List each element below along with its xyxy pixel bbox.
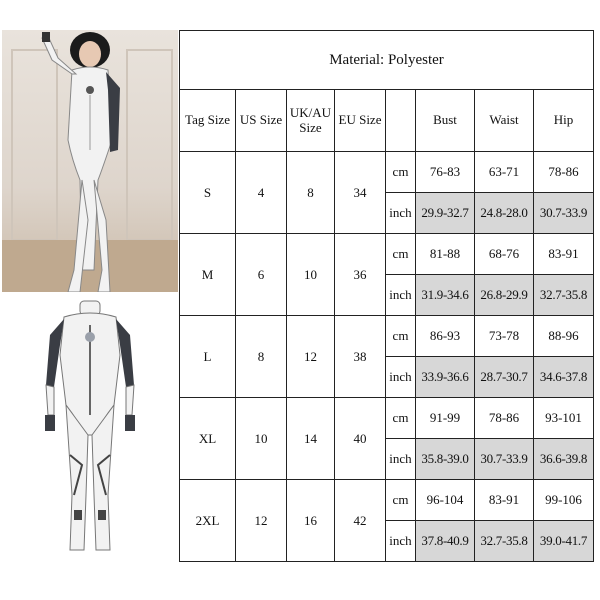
tag-size-cell: 2XL xyxy=(180,480,236,562)
header-unit-blank xyxy=(386,90,416,152)
tag-size-cell: XL xyxy=(180,398,236,480)
hip-cm: 99-106 xyxy=(534,480,594,521)
bust-inch: 31.9-34.6 xyxy=(416,275,475,316)
hip-inch: 36.6-39.8 xyxy=(534,439,594,480)
tag-size-cell: M xyxy=(180,234,236,316)
bust-cm: 91-99 xyxy=(416,398,475,439)
hip-inch: 32.7-35.8 xyxy=(534,275,594,316)
unit-cm: cm xyxy=(386,480,416,521)
header-uk-au-line2: Size xyxy=(299,119,322,135)
size-chart-table xyxy=(179,30,594,562)
tag-size-cell: S xyxy=(180,152,236,234)
unit-cm: cm xyxy=(386,316,416,357)
model-photo xyxy=(2,30,178,292)
model-figure-front xyxy=(2,30,178,292)
waist-inch: 30.7-33.9 xyxy=(475,439,534,480)
waist-cm: 73-78 xyxy=(475,316,534,357)
header-hip: Hip xyxy=(534,90,594,152)
table-row xyxy=(180,234,594,275)
bust-inch: 29.9-32.7 xyxy=(416,193,475,234)
waist-inch: 28.7-30.7 xyxy=(475,357,534,398)
waist-cm: 78-86 xyxy=(475,398,534,439)
unit-inch: inch xyxy=(386,521,416,562)
us-size-cell: 8 xyxy=(236,316,287,398)
bodysuit-figure xyxy=(2,295,178,557)
uk-size-cell: 8 xyxy=(287,152,335,234)
header-eu-size: EU Size xyxy=(335,90,386,152)
material-title: Material: Polyester xyxy=(180,31,594,90)
hip-inch: 39.0-41.7 xyxy=(534,521,594,562)
header-bust: Bust xyxy=(416,90,475,152)
unit-cm: cm xyxy=(386,152,416,193)
hip-cm: 93-101 xyxy=(534,398,594,439)
us-size-cell: 12 xyxy=(236,480,287,562)
table-row xyxy=(180,480,594,521)
unit-inch: inch xyxy=(386,193,416,234)
uk-size-cell: 12 xyxy=(287,316,335,398)
bust-cm: 86-93 xyxy=(416,316,475,357)
waist-cm: 63-71 xyxy=(475,152,534,193)
uk-size-cell: 14 xyxy=(287,398,335,480)
table-row xyxy=(180,398,594,439)
uk-size-cell: 16 xyxy=(287,480,335,562)
us-size-cell: 10 xyxy=(236,398,287,480)
unit-cm: cm xyxy=(386,398,416,439)
product-photo xyxy=(2,295,178,557)
table-row xyxy=(180,316,594,357)
header-uk-au-line1: UK/AU xyxy=(289,104,332,120)
eu-size-cell: 38 xyxy=(335,316,386,398)
uk-size-cell: 10 xyxy=(287,234,335,316)
waist-inch: 26.8-29.9 xyxy=(475,275,534,316)
bust-cm: 81-88 xyxy=(416,234,475,275)
us-size-cell: 6 xyxy=(236,234,287,316)
header-tag-size: Tag Size xyxy=(180,90,236,152)
us-size-cell: 4 xyxy=(236,152,287,234)
unit-cm: cm xyxy=(386,234,416,275)
waist-cm: 68-76 xyxy=(475,234,534,275)
tag-size-cell: L xyxy=(180,316,236,398)
bust-cm: 76-83 xyxy=(416,152,475,193)
header-row xyxy=(180,90,594,152)
table-row xyxy=(180,152,594,193)
waist-inch: 32.7-35.8 xyxy=(475,521,534,562)
waist-inch: 24.8-28.0 xyxy=(475,193,534,234)
eu-size-cell: 40 xyxy=(335,398,386,480)
eu-size-cell: 34 xyxy=(335,152,386,234)
eu-size-cell: 42 xyxy=(335,480,386,562)
bust-inch: 37.8-40.9 xyxy=(416,521,475,562)
hip-cm: 78-86 xyxy=(534,152,594,193)
hip-inch: 30.7-33.9 xyxy=(534,193,594,234)
unit-inch: inch xyxy=(386,357,416,398)
waist-cm: 83-91 xyxy=(475,480,534,521)
header-waist: Waist xyxy=(475,90,534,152)
hip-cm: 88-96 xyxy=(534,316,594,357)
bust-cm: 96-104 xyxy=(416,480,475,521)
header-us-size: US Size xyxy=(236,90,287,152)
hip-inch: 34.6-37.8 xyxy=(534,357,594,398)
eu-size-cell: 36 xyxy=(335,234,386,316)
unit-inch: inch xyxy=(386,439,416,480)
bust-inch: 33.9-36.6 xyxy=(416,357,475,398)
hip-cm: 83-91 xyxy=(534,234,594,275)
unit-inch: inch xyxy=(386,275,416,316)
header-uk-au-size xyxy=(287,90,335,152)
bust-inch: 35.8-39.0 xyxy=(416,439,475,480)
